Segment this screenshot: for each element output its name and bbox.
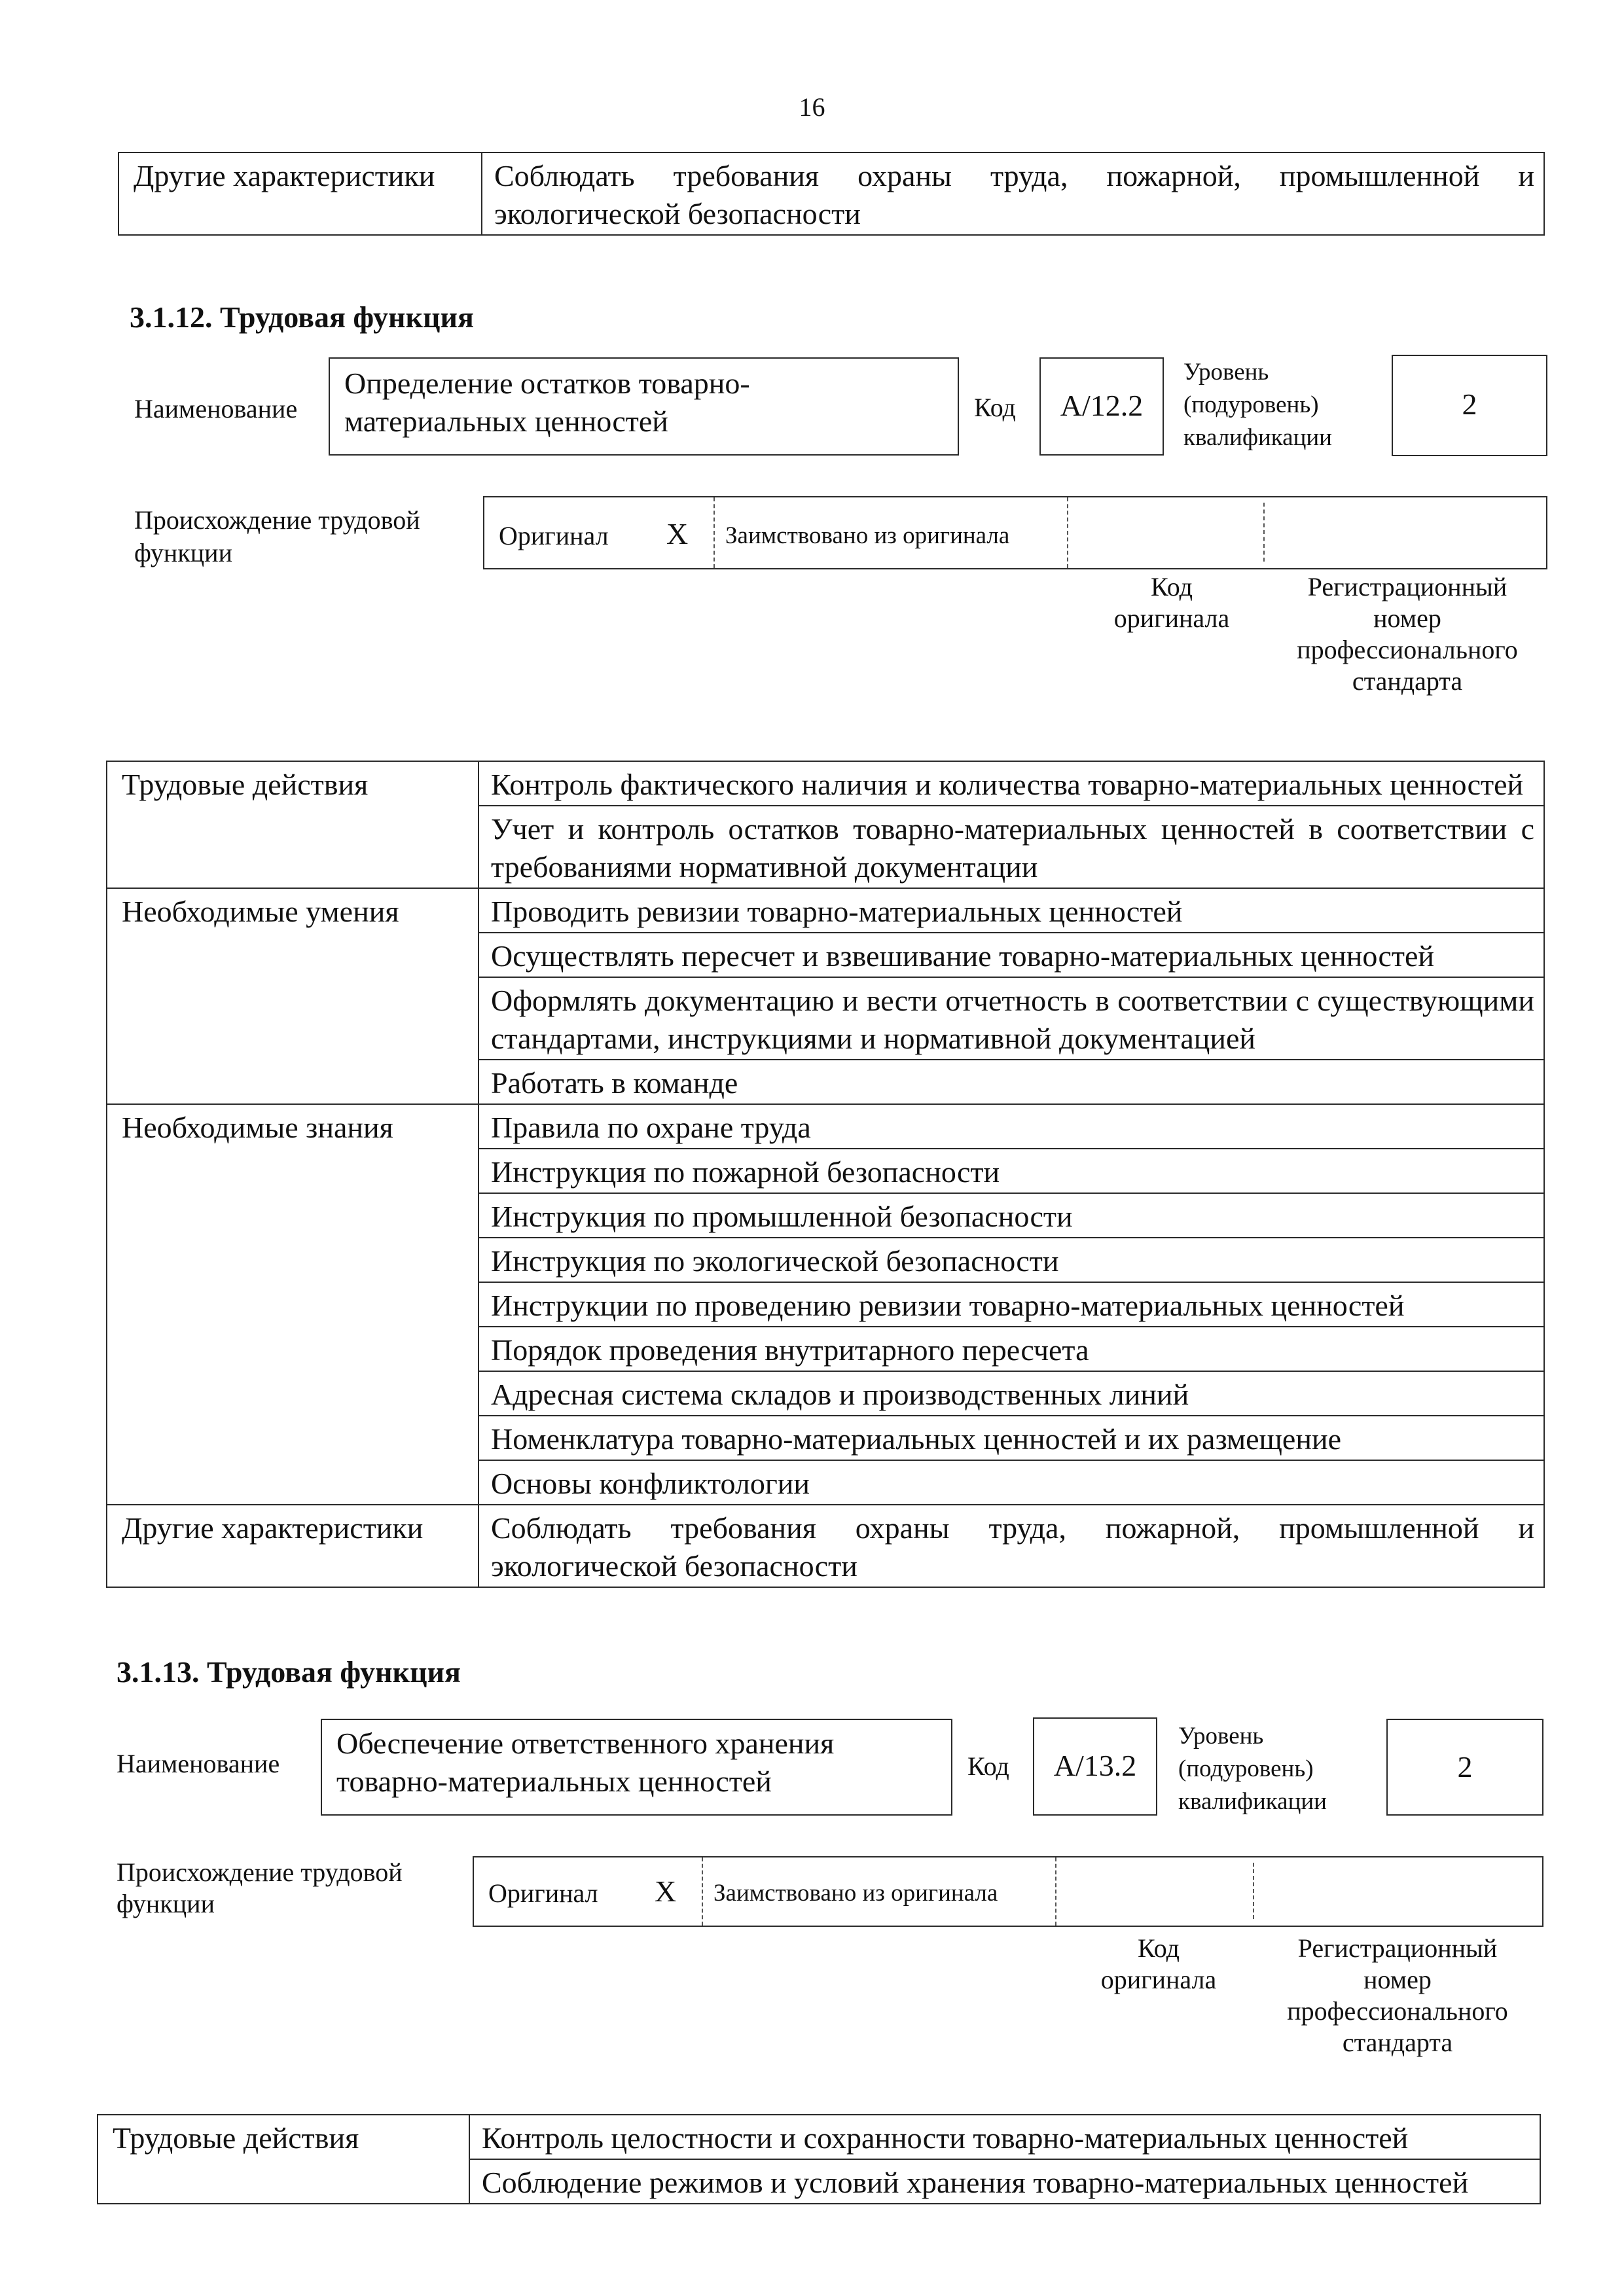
reg-number-caption: Регистрационный <box>1307 572 1507 601</box>
code-value: А/13.2 <box>1053 1749 1137 1782</box>
name-label: Наименование <box>117 1749 280 1778</box>
function-name-line: товарно-материальных ценностей <box>336 1765 772 1798</box>
table-row <box>107 1104 1544 1149</box>
name-label: Наименование <box>134 394 298 423</box>
reg-number-caption: профессионального <box>1287 1996 1508 2026</box>
origin-divider <box>1055 1857 1056 1926</box>
section-title-3-1-12: 3.1.12. Трудовая функция <box>130 300 474 334</box>
reg-number-caption: Регистрационный <box>1297 1933 1498 1963</box>
level-value: 2 <box>1462 387 1477 421</box>
table-row <box>107 761 1544 806</box>
origin-divider <box>1253 1863 1254 1919</box>
code-original-caption: Код <box>1151 572 1193 601</box>
origin-label-line: Происхождение трудовой <box>117 1857 403 1887</box>
reg-number-caption: стандарта <box>1342 2028 1453 2057</box>
code-original-caption: оригинала <box>1100 1965 1217 1994</box>
reg-number-caption: профессионального <box>1297 635 1518 664</box>
original-mark: X <box>666 517 689 550</box>
level-label-line: квалификации <box>1178 1788 1327 1815</box>
function-name-line: Обеспечение ответственного хранения <box>336 1727 835 1760</box>
table-row <box>107 1505 1544 1587</box>
origin-divider <box>1263 503 1265 562</box>
origin-label-line: функции <box>134 538 232 567</box>
function-name-box <box>329 357 959 456</box>
code-label: Код <box>974 393 1016 422</box>
function-3-1-12-table <box>106 761 1545 1588</box>
table-row <box>118 152 1544 235</box>
function-name-line: материальных ценностей <box>344 404 668 438</box>
origin-row <box>473 1856 1543 1927</box>
knowledge-label: Необходимые знания <box>107 1104 478 1505</box>
code-original-caption: оригинала <box>1113 603 1230 633</box>
level-label-line: квалификации <box>1183 424 1332 451</box>
function-name-box <box>321 1719 952 1816</box>
borrowed-label: Заимствовано из оригинала <box>713 1880 998 1907</box>
level-label-line: (подуровень) <box>1183 391 1319 418</box>
code-value: А/12.2 <box>1060 389 1144 422</box>
borrowed-label: Заимствовано из оригинала <box>725 522 1010 549</box>
knowledge-item: Инструкция по пожарной безопасности <box>478 1149 1544 1193</box>
labor-actions-label: Трудовые действия <box>107 761 478 888</box>
level-label-line: (подуровень) <box>1178 1755 1314 1782</box>
origin-row <box>483 496 1547 569</box>
level-label-line: Уровень <box>1178 1723 1264 1749</box>
top-characteristics-table <box>118 152 1545 236</box>
knowledge-item: Инструкции по проведению ревизии товарно-материальных ценностей <box>478 1282 1544 1327</box>
level-label-line: Уровень <box>1183 359 1269 386</box>
knowledge-item: Номенклатура товарно-материальных ценностей и их размещение <box>478 1416 1544 1460</box>
section-title-3-1-13: 3.1.13. Трудовая функция <box>117 1655 461 1689</box>
table-row <box>107 888 1544 933</box>
knowledge-item: Инструкция по промышленной безопасности <box>478 1193 1544 1238</box>
skill-item: Осуществлять пересчет и взвешивание товарно-материальных ценностей <box>478 933 1544 977</box>
knowledge-item: Правила по охране труда <box>478 1104 1544 1149</box>
original-mark: X <box>655 1874 677 1908</box>
other-characteristics-value: Соблюдать требования охраны труда, пожарной, промышленной и экологической безопасности <box>482 152 1544 235</box>
origin-divider <box>713 497 715 568</box>
knowledge-item: Порядок проведения внутритарного пересчета <box>478 1327 1544 1371</box>
skill-item: Оформлять документацию и вести отчетность в соответствии с существующими стандартами, инструкциями и нормативной документацией <box>478 977 1544 1060</box>
reg-number-caption: стандарта <box>1352 666 1463 696</box>
labor-action-item: Соблюдение режимов и условий хранения товарно-материальных ценностей <box>469 2159 1540 2204</box>
level-value: 2 <box>1457 1750 1473 1784</box>
table-row <box>98 2115 1540 2159</box>
code-box <box>1039 357 1164 456</box>
level-box <box>1386 1719 1543 1816</box>
labor-action-item: Контроль фактического наличия и количества товарно-материальных ценностей <box>478 761 1544 806</box>
reg-number-caption: номер <box>1373 603 1441 633</box>
other-characteristics-label: Другие характеристики <box>107 1505 478 1587</box>
labor-actions-label: Трудовые действия <box>98 2115 469 2204</box>
code-label: Код <box>967 1751 1009 1781</box>
other-characteristics-value: Соблюдать требования охраны труда, пожарной, промышленной и экологической безопасности <box>478 1505 1544 1587</box>
knowledge-item: Адресная система складов и производственных линий <box>478 1371 1544 1416</box>
knowledge-item: Инструкция по экологической безопасности <box>478 1238 1544 1282</box>
function-name-line: Определение остатков товарно- <box>344 367 750 400</box>
origin-label-line: Происхождение трудовой <box>134 505 420 535</box>
knowledge-item: Основы конфликтологии <box>478 1460 1544 1505</box>
labor-action-item: Контроль целостности и сохранности товарно-материальных ценностей <box>469 2115 1540 2159</box>
skill-item: Работать в команде <box>478 1060 1544 1104</box>
other-characteristics-label: Другие характеристики <box>118 152 482 235</box>
original-label: Оригинал <box>499 521 609 550</box>
page-number: 16 <box>799 92 825 122</box>
skill-item: Проводить ревизии товарно-материальных ценностей <box>478 888 1544 933</box>
origin-divider <box>702 1857 703 1926</box>
origin-divider <box>1067 497 1068 568</box>
code-original-caption: Код <box>1138 1933 1180 1963</box>
origin-label-line: функции <box>117 1889 215 1918</box>
labor-action-item: Учет и контроль остатков товарно-материальных ценностей в соответствии с требованиями нормативной документации <box>478 806 1544 888</box>
skills-label: Необходимые умения <box>107 888 478 1104</box>
level-box <box>1392 355 1547 456</box>
original-label: Оригинал <box>488 1878 598 1908</box>
code-box <box>1033 1717 1157 1816</box>
reg-number-caption: номер <box>1363 1965 1432 1994</box>
function-3-1-13-table <box>97 2114 1541 2204</box>
